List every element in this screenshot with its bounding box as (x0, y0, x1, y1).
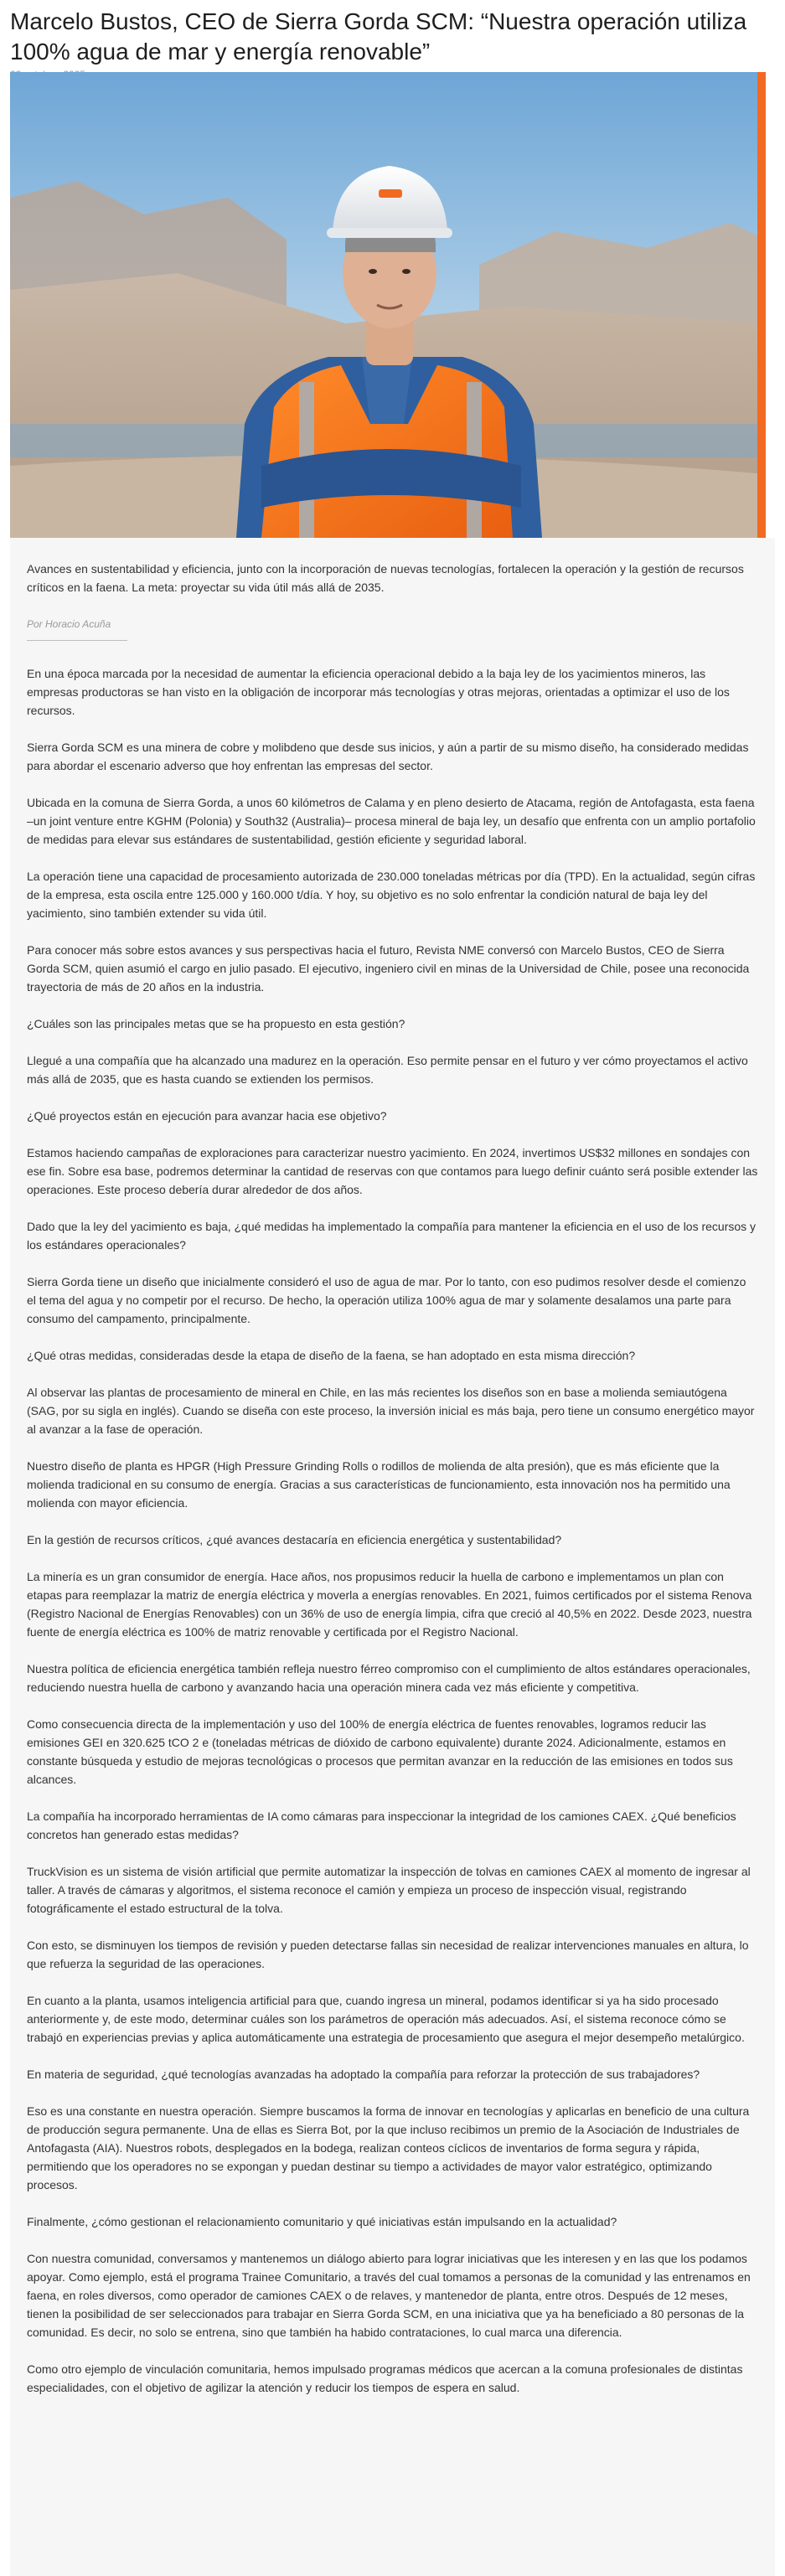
article-paragraph: Con esto, se disminuyen los tiempos de revisión y pueden detectarse fallas sin necesidad de realizar intervenciones manuales en altura, lo que refuerza la seguridad de las operaciones. (27, 1938, 749, 1970)
article-paragraphs (27, 664, 758, 2397)
article-header (0, 0, 785, 72)
interview-question: En la gestión de recursos críticos, ¿qué avances destacaría en eficiencia energética y sustentabilidad? (27, 1533, 562, 1546)
author-divider (27, 640, 127, 641)
interview-question: La compañía ha incorporado herramientas de IA como cámaras para inspeccionar la integridad de los camiones CAEX. ¿Qué beneficios concretos han generado estas medidas? (27, 1809, 736, 1841)
article-paragraph: Ubicada en la comuna de Sierra Gorda, a unos 60 kilómetros de Calama y en pleno desierto de Atacama, región de Antofagasta, esta faena –un joint venture entre KGHM (Polonia) y South32 (Australia)– procesa mineral de baja ley, un desafío que enfrenta con un amplio portafolio de medidas para elevar sus estándares de sustentabilidad, gestión eficiente y seguridad laboral. (27, 796, 756, 846)
article-paragraph: En una época marcada por la necesidad de aumentar la eficiencia operacional debido a la baja ley de los yacimientos mineros, las empresas productoras se han visto en la obligación de incorporar más tecnologías y otras mejoras, orientadas a optimizar el uso de los recursos. (27, 667, 730, 717)
article-paragraph: Llegué a una compañía que ha alcanzado una madurez en la operación. Eso permite pensar en el futuro y ver cómo proyectamos el activo más allá de 2035, que es hasta cuando se extienden los permisos. (27, 1054, 748, 1086)
article-title: Marcelo Bustos, CEO de Sierra Gorda SCM: “Nuestra operación utiliza 100% agua de mar y energía renovable” (10, 8, 747, 65)
hero-accent-bar (757, 72, 766, 538)
article-author: Por Horacio Acuña (27, 618, 111, 630)
article-lead: Avances en sustentabilidad y eficiencia, junto con la incorporación de nuevas tecnologías, fortalecen la operación y la gestión de recursos críticos en la faena. La meta: proyectar su vida útil más allá de 2035. (27, 562, 744, 594)
article-body (10, 538, 775, 2576)
article-paragraph: Al observar las plantas de procesamiento de mineral en Chile, en las más recientes los diseños son en base a molienda semiautógena (SAG, por su sigla en inglés). Cuando se diseña con este proceso, la inversión inicial es más baja, pero tiene un consumo energético mayor al avanzar a la fase de operación. (27, 1386, 755, 1436)
interview-question: Finalmente, ¿cómo gestionan el relacionamiento comunitario y qué iniciativas están impulsando en la actualidad? (27, 2215, 617, 2228)
hero-image (10, 72, 766, 538)
interview-question: Dado que la ley del yacimiento es baja, ¿qué medidas ha implementado la compañía para mantener la eficiencia en el uso de los recursos y los estándares operacionales? (27, 1220, 757, 1252)
article-paragraph: Como otro ejemplo de vinculación comunitaria, hemos impulsado programas médicos que acercan a la comuna profesionales de distintas especialidades, con el objetivo de agilizar la atención y reducir los tiempos de espera en salud. (27, 2362, 743, 2394)
interview-question: ¿Cuáles son las principales metas que se ha propuesto en esta gestión? (27, 1017, 405, 1030)
interview-question: En materia de seguridad, ¿qué tecnologías avanzadas ha adoptado la compañía para reforzar la protección de sus trabajadores? (27, 2068, 700, 2081)
article-paragraph: La operación tiene una capacidad de procesamiento autorizada de 230.000 toneladas métricas por día (TPD). En la actualidad, según cifras de la empresa, esta oscila entre 125.000 y 160.000 t/día. Y hoy, su objetivo es no solo enfrentar la condición natural de baja ley del yacimiento, sino también extender su vida útil. (27, 870, 756, 920)
interview-question: ¿Qué proyectos están en ejecución para avanzar hacia ese objetivo? (27, 1109, 387, 1123)
article-paragraph: Estamos haciendo campañas de exploraciones para caracterizar nuestro yacimiento. En 2024, invertimos US$32 millones en sondajes con ese fin. Sobre esa base, podremos determinar la cantidad de reservas con que contamos para luego definir cuánto será posible extender las operaciones. Este proceso debería durar alrededor de dos años. (27, 1146, 758, 1196)
article-paragraph: Nuestra política de eficiencia energética también refleja nuestro férreo compromiso con el cumplimiento de altos estándares operacionales, reduciendo nuestra huella de carbono y avanzando hacia una operación minera cada vez más eficiente y competitiva. (27, 1662, 751, 1694)
article-paragraph: En cuanto a la planta, usamos inteligencia artificial para que, cuando ingresa un mineral, podamos identificar si ya ha sido procesado anteriormente y, de este modo, determinar cuáles son los parámetros de operación más adecuados. Así, el sistema reconoce cómo se trabajó en experiencias previas y aplica automáticamente una estrategia de procesamiento que asegura el mejor desempeño metalúrgico. (27, 1994, 745, 2044)
article-paragraph: Nuestro diseño de planta es HPGR (High Pressure Grinding Rolls o rodillos de molienda de alta presión), que es más eficiente que la molienda tradicional en su consumo de energía. Gracias a sus características de funcionamiento, esta innovación nos ha permitido una molienda con mayor eficiencia. (27, 1459, 731, 1510)
interview-question: ¿Qué otras medidas, consideradas desde la etapa de diseño de la faena, se han adoptado en esta misma dirección? (27, 1349, 636, 1362)
article-paragraph: Sierra Gorda tiene un diseño que inicialmente consideró el uso de agua de mar. Por lo tanto, con eso pudimos resolver desde el comienzo el tema del agua y no competir por el recurso. De hecho, la operación utiliza 100% agua de mar y solamente desalamos una parte para consumo del campamento, principalmente. (27, 1275, 746, 1325)
article-paragraph: Para conocer más sobre estos avances y sus perspectivas hacia el futuro, Revista NME conversó con Marcelo Bustos, CEO de Sierra Gorda SCM, quien asumió el cargo en julio pasado. El ejecutivo, ingeniero civil en minas de la Universidad de Chile, posee una reconocida trayectoria de más de 20 años en la industria. (27, 943, 750, 994)
article-paragraph: TruckVision es un sistema de visión artificial que permite automatizar la inspección de tolvas en camiones CAEX al momento de ingresar al taller. A través de cámaras y algoritmos, el sistema reconoce el camión y empieza un proceso de inspección visual, registrando fotográficamente el estado estructural de la tolva. (27, 1865, 751, 1915)
article-paragraph: Con nuestra comunidad, conversamos y mantenemos un diálogo abierto para lograr iniciativas que les interesen y en las que los podamos apoyar. Como ejemplo, está el programa Trainee Comunitario, a través del cual tomamos a personas de la comunidad y las entrenamos en faena, en roles diversos, como operador de camiones CAEX o de relaves, y mantenedor de planta, entre otros. Después de 12 meses, tienen la posibilidad de ser seleccionados para trabajar en Sierra Gorda SCM, en una iniciativa que ya ha beneficiado a 80 personas de la comunidad. Es decir, no solo se entrena, sino que también ha habido contrataciones, lo cual marca una diferencia. (27, 2252, 751, 2339)
hero-illustration (10, 72, 766, 538)
article-paragraph: Sierra Gorda SCM es una minera de cobre y molibdeno que desde sus inicios, y aún a partir de su mismo diseño, ha considerado medidas para abordar el escenario adverso que hoy enfrentan las empresas del sector. (27, 741, 749, 772)
article-paragraph: La minería es un gran consumidor de energía. Hace años, nos propusimos reducir la huella de carbono e implementamos un plan con etapas para reemplazar la matriz de energía eléctrica y moverla a energías renovables. En 2021, fuimos certificados por el sistema Renova (Registro Nacional de Energías Renovables) con un 36% de uso de energía limpia, cifra que creció al 40,5% en 2022. Desde 2023, nuestra fuente de energía eléctrica es 100% de matriz renovable y certificada por el Registro Nacional. (27, 1570, 752, 1639)
article-paragraph: Como consecuencia directa de la implementación y uso del 100% de energía eléctrica de fuentes renovables, logramos reducir las emisiones GEI en 320.625 tCO 2 e (toneladas métricas de dióxido de carbono equivalente) durante 2024. Adicionalmente, estamos en constante búsqueda y estudio de mejoras tecnológicas o procesos que permitan avanzar en la reducción de las emisiones en todos sus alcances. (27, 1717, 733, 1786)
article-paragraph: Eso es una constante en nuestra operación. Siempre buscamos la forma de innovar en tecnologías y aplicarlas en beneficio de una cultura de producción segura permanente. Una de ellas es Sierra Bot, por la que incluso recibimos un premio de la Asociación de Industriales de Antofagasta (AIA). Nuestros robots, desplegados en la bodega, realizan conteos cíclicos de inventarios de forma segura y rápida, permitiendo que los operadores no se expongan y puedan destinar su tiempo a actividades de mayor valor estratégico, optimizando procesos. (27, 2104, 750, 2191)
